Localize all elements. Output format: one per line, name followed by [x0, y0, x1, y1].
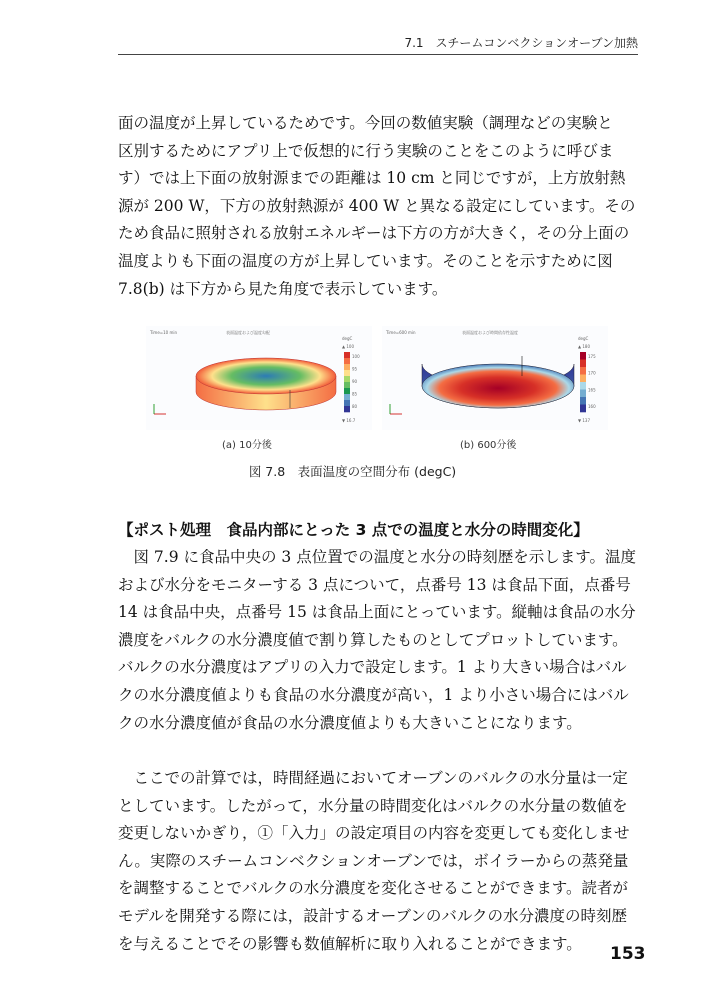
- figure-sublabel-b: (b) 600分後: [460, 440, 517, 451]
- text-line: 変更しないかぎり，①「入力」の設定項目の内容を変更しても変化しませ: [118, 824, 630, 843]
- text-line: ここでの計算では，時間経過においてオーブンのバルクの水分量は一定: [118, 769, 628, 787]
- legend-swatch: [580, 382, 586, 390]
- text-line: 源が 200 W，下方の放射熱源が 400 W と異なる設定にしています。その: [118, 196, 636, 215]
- legend-swatch: [344, 370, 350, 376]
- temperature-plot-b: [382, 326, 608, 430]
- legend-tick-label: 170: [588, 370, 596, 376]
- text-line: 濃度をバルクの水分濃度値で割り算したものとしてプロットしています。: [118, 630, 628, 649]
- max-label: ▲ 180: [578, 344, 590, 349]
- time-label: Time=600 min: [386, 330, 416, 335]
- legend-tick-label: 80: [352, 404, 358, 409]
- page-number: 153: [610, 944, 646, 964]
- section-heading: 【ポスト処理 食品内部にとった 3 点での温度と水分の時間変化】: [118, 521, 589, 539]
- text-line: ん。実際のスチームコンベクションオーブンでは，ボイラーからの蒸発量: [118, 851, 629, 870]
- running-header: 7.1 スチームコンベクションオーブン加熱: [118, 34, 638, 55]
- plot-title: 表面温度および温度勾配: [226, 330, 270, 335]
- legend-swatch: [580, 375, 586, 383]
- figure-panel-a: [146, 326, 372, 430]
- legend-swatch: [580, 360, 586, 368]
- plot-title: 表面温度および時間依存性温度: [462, 330, 518, 335]
- text-line: を与えることでその影響も数値解析に取り入れることができます。: [118, 934, 582, 953]
- color-legend: [344, 352, 360, 412]
- disk-bottom: [422, 364, 574, 408]
- legend-swatch: [580, 397, 586, 405]
- legend-tick-label: 90: [352, 379, 358, 384]
- min-label: ▼ 16.7: [342, 418, 356, 423]
- figure-7-8: [146, 326, 606, 430]
- disk-top: [196, 358, 336, 394]
- figure-sublabel-a: (a) 10分後: [222, 440, 272, 451]
- legend-swatch: [344, 400, 350, 406]
- legend-swatch: [344, 358, 350, 364]
- legend-swatch: [580, 352, 586, 360]
- text-line: 14 は食品中央，点番号 15 は食品上面にとっています。縦軸は食品の水分: [118, 603, 636, 622]
- color-legend: [580, 352, 596, 412]
- text-line: 温度よりも下面の温度の方が上昇しています。そのことを示すために図: [118, 251, 613, 270]
- legend-tick-label: 85: [352, 391, 358, 397]
- text-line: としています。したがって，水分量の時間変化はバルクの水分量の数値を: [118, 796, 628, 815]
- text-line: モデルを開発する際には，設計するオーブンのバルクの水分濃度の時刻歴: [118, 906, 628, 925]
- unit-label: degC: [342, 336, 353, 341]
- text-line: 区別するためにアプリ上で仮想的に行う実験のことをこのように呼びま: [118, 141, 614, 160]
- text-line: クの水分濃度値が食品の水分濃度値よりも大きいことになります。: [118, 713, 582, 732]
- text-line: および水分をモニターする 3 点について，点番号 13 は食品下面，点番号: [118, 575, 631, 594]
- text-line: 図 7.9 に食品中央の 3 点位置での温度と水分の時刻歴を示します。温度: [118, 548, 636, 566]
- text-line: バルクの水分濃度はアプリの入力で設定します。1 より大きい場合はバル: [118, 658, 627, 677]
- figure-caption: 図 7.8 表面温度の空間分布 (degC): [248, 464, 457, 479]
- legend-swatch: [580, 390, 586, 398]
- temperature-plot-a: [146, 326, 372, 430]
- paragraph-3: [118, 765, 638, 958]
- time-label: Time=10 min: [150, 330, 178, 335]
- unit-label: degC: [578, 336, 589, 341]
- min-label: ▼ 137: [578, 418, 590, 423]
- paragraph-1: [118, 110, 638, 303]
- text-line: 面の温度が上昇しているためです。今回の数値実験（調理などの実験と: [118, 114, 613, 132]
- legend-swatch: [344, 406, 350, 412]
- legend-tick-label: 100: [352, 354, 360, 359]
- legend-swatch: [344, 382, 350, 388]
- text-line: す）では上下面の放射源までの距離は 10 cm と同じですが，上方放射熱: [118, 169, 626, 188]
- legend-swatch: [344, 364, 350, 370]
- text-line: クの水分濃度値よりも食品の水分濃度が高い，1 より小さい場合にはバル: [118, 685, 629, 704]
- legend-swatch: [580, 367, 586, 375]
- legend-tick-label: 160: [588, 404, 596, 409]
- legend-tick-label: 165: [588, 387, 596, 393]
- legend-swatch: [344, 388, 350, 394]
- text-line: を調整することでバルクの水分濃度を変化させることができます。読者が: [118, 879, 628, 898]
- legend-swatch: [344, 352, 350, 358]
- max-label: ▲ 100: [342, 344, 354, 349]
- legend-swatch: [344, 394, 350, 400]
- text-line: 7.8(b) は下方から見た角度で表示しています。: [118, 279, 448, 298]
- legend-tick-label: 95: [352, 366, 358, 372]
- text-line: ため食品に照射される放射エネルギーは下方の方が大きく，その分上面の: [118, 224, 630, 243]
- paragraph-2: [118, 544, 638, 737]
- legend-swatch: [344, 376, 350, 382]
- figure-panel-b: [382, 326, 608, 430]
- legend-swatch: [580, 405, 586, 413]
- legend-tick-label: 175: [588, 354, 596, 359]
